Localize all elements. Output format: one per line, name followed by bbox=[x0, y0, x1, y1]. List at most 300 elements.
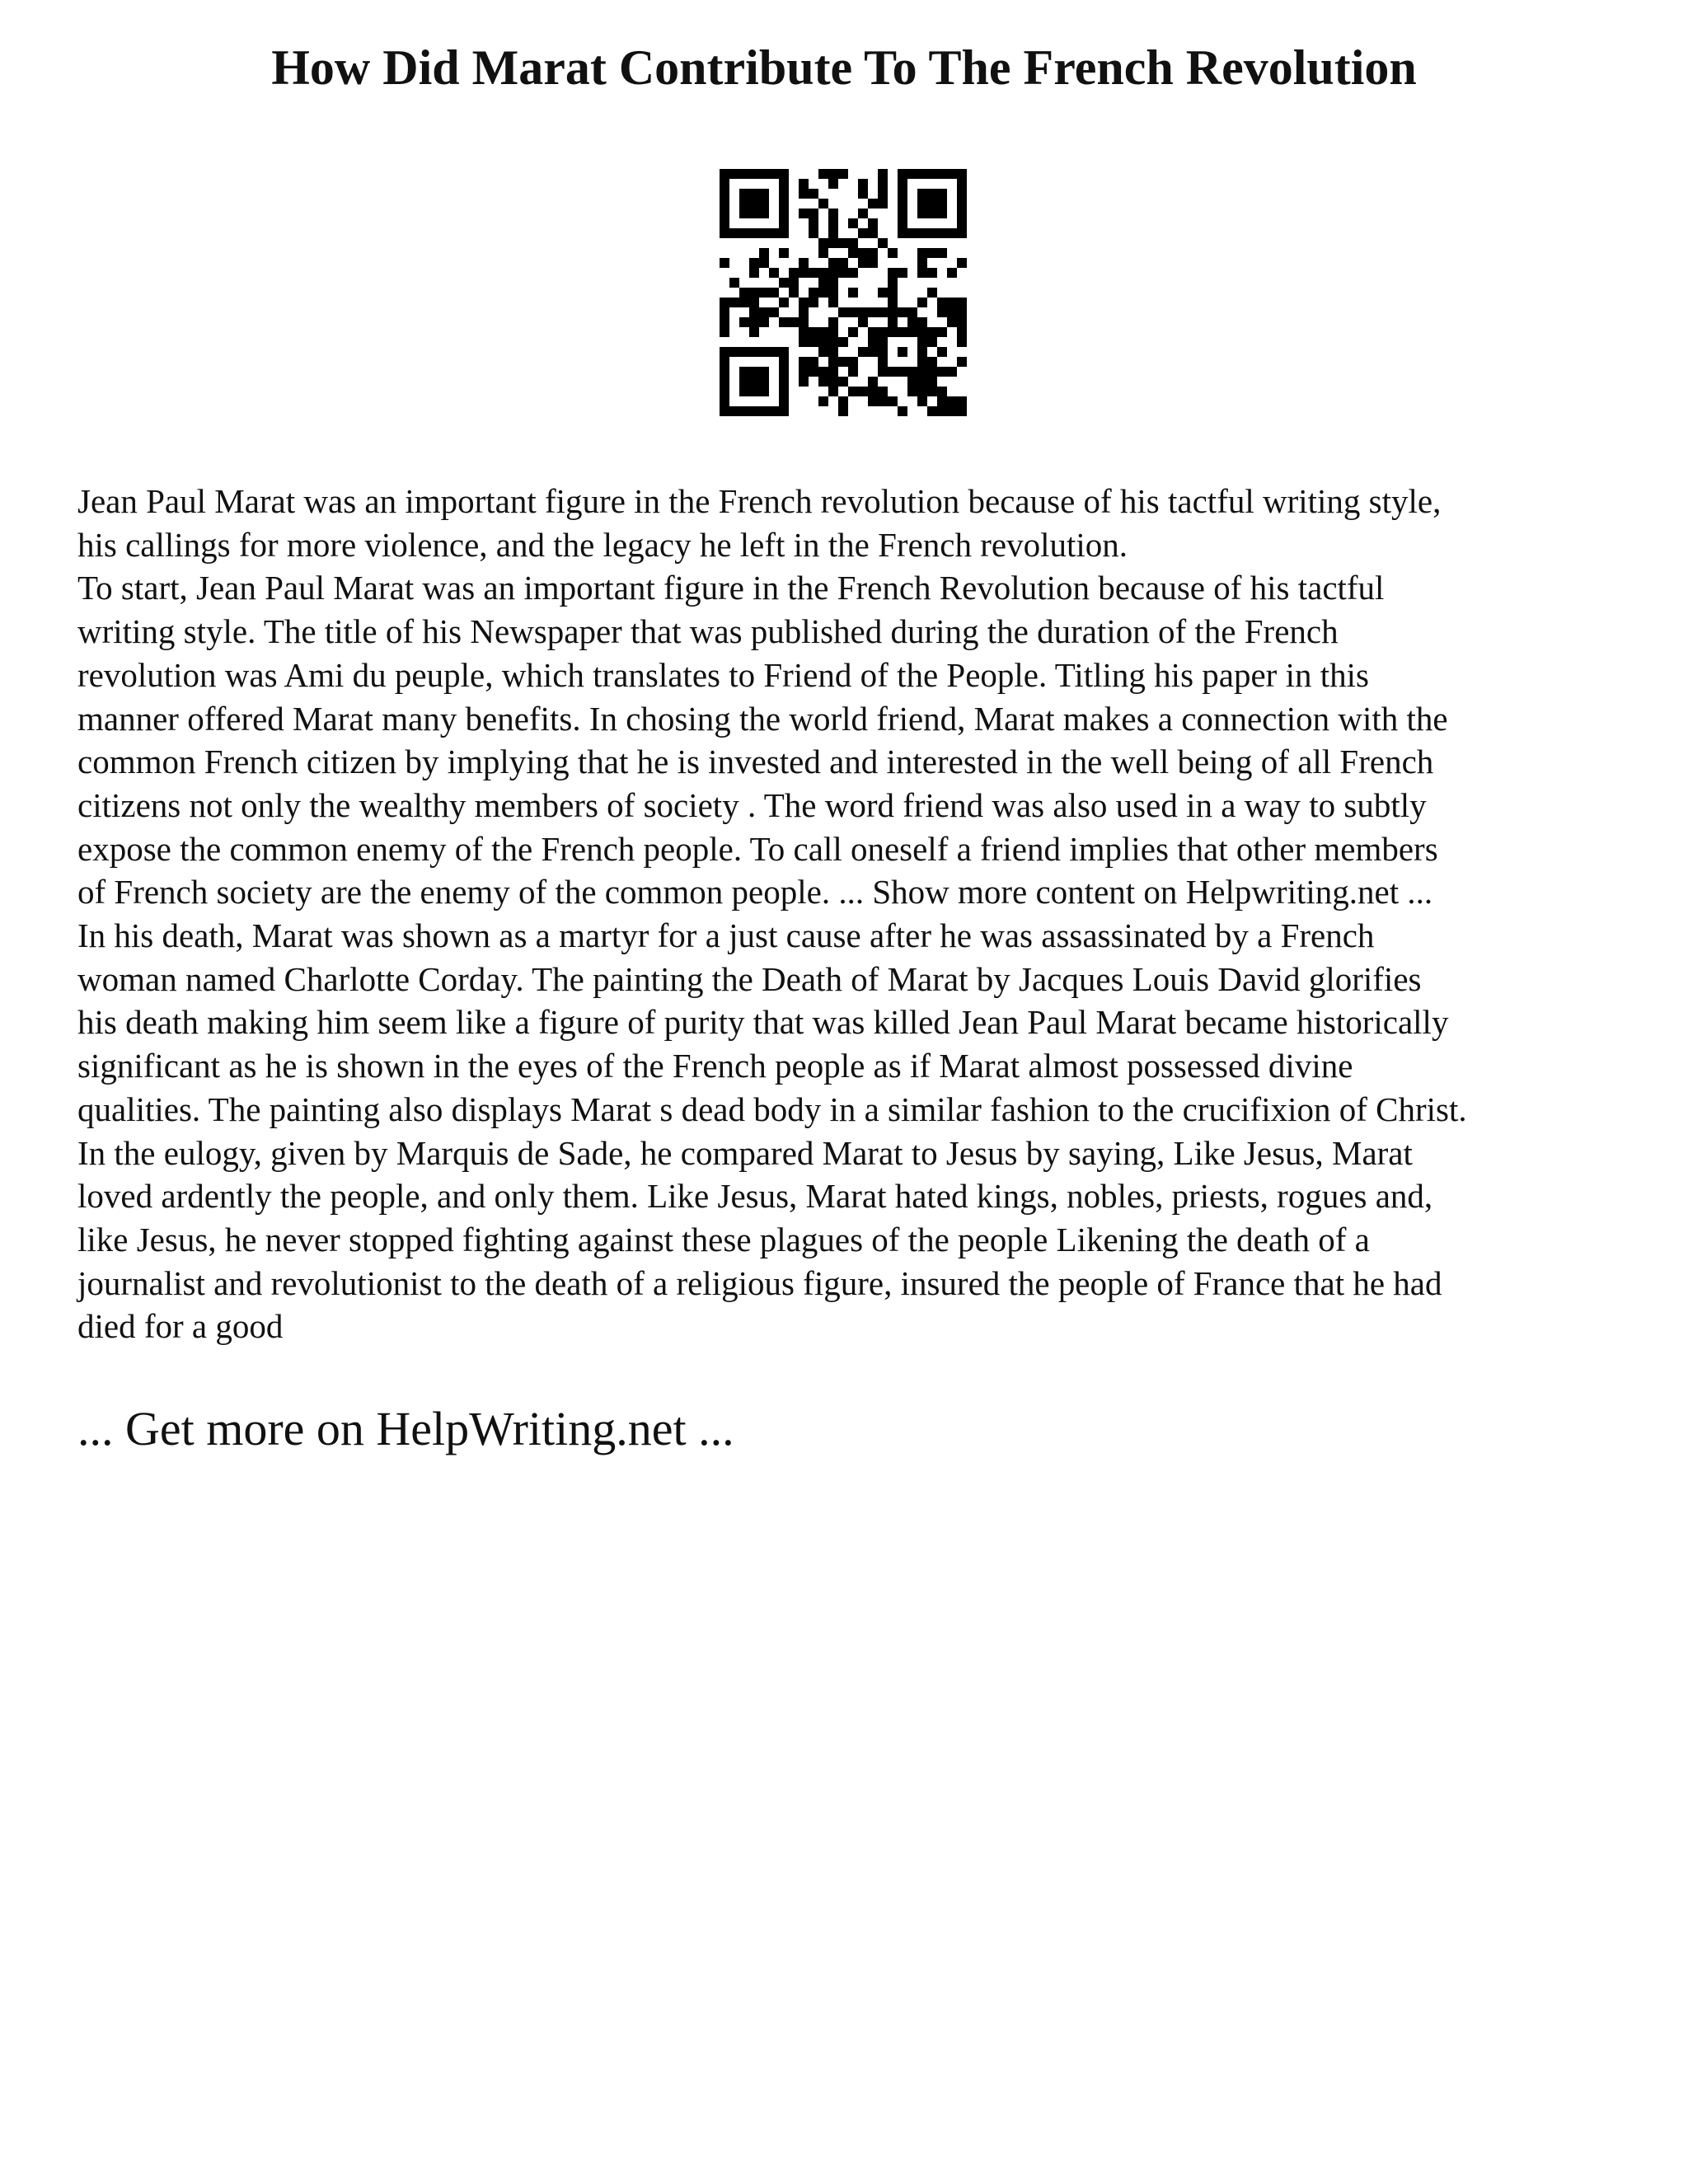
qr-module bbox=[878, 387, 888, 396]
qr-module bbox=[947, 268, 957, 278]
qr-module bbox=[888, 288, 898, 298]
qr-module bbox=[937, 396, 947, 406]
qr-module bbox=[888, 248, 898, 258]
qr-module bbox=[868, 307, 878, 317]
qr-module bbox=[720, 327, 729, 337]
body-line: loved ardently the people, and only them. Like Jesus, Marat hated kings, nobles, priests, rogues and, bbox=[77, 1177, 1433, 1216]
body-line: of French society are the enemy of the common people. ... Show more content on Helpwriting.net ... bbox=[77, 873, 1433, 912]
qr-module bbox=[868, 327, 878, 337]
qr-module bbox=[907, 317, 917, 327]
qr-module bbox=[927, 357, 937, 367]
qr-module bbox=[858, 248, 868, 258]
qr-module bbox=[809, 367, 818, 377]
qr-module bbox=[838, 258, 848, 268]
qr-module bbox=[729, 228, 739, 238]
qr-module bbox=[957, 337, 967, 347]
qr-module bbox=[838, 169, 848, 179]
qr-module bbox=[720, 387, 729, 396]
qr-module bbox=[720, 307, 729, 317]
qr-module bbox=[759, 307, 769, 317]
qr-module bbox=[828, 169, 838, 179]
qr-module bbox=[917, 377, 927, 387]
qr-module bbox=[759, 209, 769, 218]
qr-module bbox=[868, 347, 878, 357]
qr-module bbox=[749, 199, 759, 209]
qr-module bbox=[878, 347, 888, 357]
qr-module bbox=[858, 179, 868, 189]
qr-module bbox=[957, 298, 967, 307]
qr-module bbox=[838, 396, 848, 406]
qr-module bbox=[720, 209, 729, 218]
qr-module bbox=[947, 367, 957, 377]
qr-module bbox=[927, 377, 937, 387]
qr-module bbox=[828, 377, 838, 387]
qr-module bbox=[898, 179, 907, 189]
qr-module bbox=[957, 209, 967, 218]
qr-module bbox=[898, 268, 907, 278]
qr-module bbox=[947, 406, 957, 416]
qr-module bbox=[828, 268, 838, 278]
qr-module bbox=[779, 396, 789, 406]
qr-module bbox=[957, 258, 967, 268]
qr-module bbox=[828, 387, 838, 396]
qr-module bbox=[779, 406, 789, 416]
qr-module bbox=[799, 298, 809, 307]
qr-module bbox=[878, 189, 888, 199]
qr-module bbox=[937, 298, 947, 307]
qr-module bbox=[759, 248, 769, 258]
qr-module bbox=[927, 387, 937, 396]
qr-module bbox=[769, 228, 779, 238]
qr-module bbox=[848, 357, 858, 367]
body-line: revolution was Ami du peuple, which translates to Friend of the People. Titling his paper in this bbox=[77, 655, 1369, 694]
qr-module bbox=[809, 209, 818, 218]
qr-module bbox=[848, 367, 858, 377]
qr-module bbox=[907, 387, 917, 396]
qr-module bbox=[927, 268, 937, 278]
qr-module bbox=[828, 327, 838, 337]
essay-body bbox=[77, 480, 1643, 1348]
qr-module bbox=[739, 288, 749, 298]
qr-module bbox=[779, 387, 789, 396]
qr-module bbox=[838, 377, 848, 387]
qr-module bbox=[868, 337, 878, 347]
qr-module bbox=[818, 278, 828, 288]
qr-module bbox=[947, 317, 957, 327]
qr-module bbox=[878, 169, 888, 179]
qr-module bbox=[868, 218, 878, 228]
qr-module bbox=[818, 327, 828, 337]
qr-module bbox=[848, 288, 858, 298]
body-line: common French citizen by implying that he is invested and interested in the well being of all French bbox=[77, 743, 1434, 781]
qr-module bbox=[809, 268, 818, 278]
qr-module bbox=[927, 169, 937, 179]
qr-module bbox=[838, 307, 848, 317]
body-line: significant as he is shown in the eyes of the French people as if Marat almost possessed divine bbox=[77, 1047, 1353, 1085]
qr-module bbox=[779, 199, 789, 209]
qr-module bbox=[759, 258, 769, 268]
qr-module bbox=[957, 357, 967, 367]
qr-module bbox=[888, 317, 898, 327]
qr-module bbox=[818, 347, 828, 357]
qr-module bbox=[828, 337, 838, 347]
qr-module bbox=[828, 278, 838, 288]
qr-module bbox=[779, 317, 789, 327]
qr-module bbox=[947, 298, 957, 307]
qr-module bbox=[779, 278, 789, 288]
qr-module bbox=[799, 367, 809, 377]
qr-module bbox=[907, 169, 917, 179]
qr-module bbox=[759, 288, 769, 298]
get-more-link[interactable]: ... Get more on HelpWriting.net ... bbox=[77, 1402, 734, 1455]
qr-module bbox=[809, 218, 818, 228]
qr-module bbox=[759, 189, 769, 199]
qr-module bbox=[809, 337, 818, 347]
qr-module bbox=[878, 367, 888, 377]
body-line: journalist and revolutionist to the death of a religious figure, insured the people of France that he had bbox=[77, 1263, 1442, 1302]
qr-module bbox=[759, 387, 769, 396]
qr-module bbox=[739, 209, 749, 218]
qr-module bbox=[720, 377, 729, 387]
qr-module bbox=[957, 317, 967, 327]
qr-module bbox=[828, 238, 838, 248]
qr-module bbox=[838, 406, 848, 416]
qr-module bbox=[907, 228, 917, 238]
qr-module bbox=[898, 347, 907, 357]
qr-module bbox=[828, 367, 838, 377]
qr-module bbox=[937, 228, 947, 238]
qr-module bbox=[927, 199, 937, 209]
qr-module bbox=[957, 189, 967, 199]
qr-module bbox=[858, 387, 868, 396]
qr-module bbox=[878, 396, 888, 406]
qr-module bbox=[720, 357, 729, 367]
qr-module bbox=[779, 228, 789, 238]
qr-module bbox=[759, 377, 769, 387]
qr-module bbox=[749, 268, 759, 278]
qr-module bbox=[888, 268, 898, 278]
qr-module bbox=[799, 377, 809, 387]
qr-module bbox=[809, 357, 818, 367]
qr-module bbox=[917, 327, 927, 337]
qr-module bbox=[858, 258, 868, 268]
qr-module bbox=[838, 238, 848, 248]
qr-module bbox=[779, 179, 789, 189]
qr-module bbox=[898, 228, 907, 238]
qr-code-graphic bbox=[720, 169, 967, 416]
qr-module bbox=[878, 288, 888, 298]
qr-module bbox=[729, 278, 739, 288]
body-line: In his death, Marat was shown as a martyr for a just cause after he was assassinated by a French bbox=[77, 916, 1375, 955]
qr-module bbox=[888, 327, 898, 337]
qr-module bbox=[858, 228, 868, 238]
qr-module bbox=[769, 169, 779, 179]
qr-module bbox=[799, 357, 809, 367]
qr-module bbox=[937, 248, 947, 258]
qr-module bbox=[917, 228, 927, 238]
qr-module bbox=[898, 367, 907, 377]
qr-module bbox=[739, 199, 749, 209]
qr-module bbox=[799, 189, 809, 199]
qr-module bbox=[848, 387, 858, 396]
qr-module bbox=[749, 298, 759, 307]
qr-module bbox=[927, 288, 937, 298]
body-line: his callings for more violence, and the legacy he left in the French revolution. bbox=[77, 525, 1128, 564]
qr-module bbox=[720, 179, 729, 189]
qr-module bbox=[779, 377, 789, 387]
qr-module bbox=[848, 268, 858, 278]
qr-module bbox=[898, 406, 907, 416]
qr-module bbox=[759, 367, 769, 377]
qr-module bbox=[759, 228, 769, 238]
qr-module bbox=[720, 406, 729, 416]
qr-module bbox=[720, 218, 729, 228]
qr-module bbox=[937, 199, 947, 209]
qr-module bbox=[818, 248, 828, 258]
qr-module bbox=[878, 337, 888, 347]
qr-module bbox=[828, 228, 838, 238]
body-line: Jean Paul Marat was an important figure in the French revolution because of his tactful writing style, bbox=[77, 482, 1442, 520]
qr-module bbox=[769, 347, 779, 357]
qr-module bbox=[779, 357, 789, 367]
qr-module bbox=[818, 238, 828, 248]
qr-module bbox=[799, 179, 809, 189]
qr-module bbox=[749, 367, 759, 377]
qr-module bbox=[858, 347, 868, 357]
qr-module bbox=[739, 377, 749, 387]
qr-module bbox=[779, 189, 789, 199]
qr-module bbox=[828, 288, 838, 298]
qr-module bbox=[749, 189, 759, 199]
qr-module bbox=[749, 228, 759, 238]
qr-module bbox=[927, 406, 937, 416]
qr-module bbox=[848, 327, 858, 337]
qr-module bbox=[937, 347, 947, 357]
qr-module bbox=[789, 288, 799, 298]
qr-module bbox=[779, 218, 789, 228]
qr-module bbox=[720, 228, 729, 238]
qr-module bbox=[917, 367, 927, 377]
qr-module bbox=[818, 377, 828, 387]
qr-module bbox=[927, 248, 937, 258]
qr-module bbox=[818, 396, 828, 406]
qr-module bbox=[917, 337, 927, 347]
qr-module bbox=[818, 367, 828, 377]
qr-module bbox=[898, 169, 907, 179]
qr-module bbox=[749, 347, 759, 357]
qr-module bbox=[818, 169, 828, 179]
qr-module bbox=[878, 199, 888, 209]
qr-module bbox=[898, 218, 907, 228]
qr-module bbox=[828, 357, 838, 367]
qr-module bbox=[868, 396, 878, 406]
body-line: qualities. The painting also displays Marat s dead body in a similar fashion to the crucifixion of Christ. bbox=[77, 1090, 1467, 1128]
qr-module bbox=[888, 298, 898, 307]
qr-module bbox=[749, 317, 759, 327]
qr-module bbox=[888, 396, 898, 406]
qr-module bbox=[917, 298, 927, 307]
qr-module bbox=[809, 189, 818, 199]
qr-module bbox=[809, 288, 818, 298]
qr-module bbox=[888, 278, 898, 288]
qr-module bbox=[917, 258, 927, 268]
qr-module bbox=[720, 258, 729, 268]
qr-module bbox=[878, 327, 888, 337]
qr-module bbox=[907, 307, 917, 317]
qr-module bbox=[957, 307, 967, 317]
qr-module bbox=[898, 307, 907, 317]
qr-module bbox=[957, 406, 967, 416]
qr-module bbox=[947, 228, 957, 238]
qr-module bbox=[739, 347, 749, 357]
qr-module bbox=[917, 189, 927, 199]
qr-module bbox=[917, 268, 927, 278]
qr-module bbox=[799, 268, 809, 278]
qr-module bbox=[799, 307, 809, 317]
qr-module bbox=[957, 327, 967, 337]
qr-module bbox=[898, 189, 907, 199]
qr-module bbox=[799, 209, 809, 218]
body-line: citizens not only the wealthy members of society . The word friend was also used in a way to subtly bbox=[77, 785, 1427, 824]
qr-module bbox=[749, 387, 759, 396]
body-line: In the eulogy, given by Marquis de Sade, he compared Marat to Jesus by saying, Like Jesus, Marat bbox=[77, 1133, 1413, 1172]
qr-module bbox=[729, 406, 739, 416]
qr-module bbox=[828, 218, 838, 228]
qr-module bbox=[937, 169, 947, 179]
qr-module bbox=[779, 298, 789, 307]
qr-module bbox=[759, 169, 769, 179]
qr-module bbox=[957, 396, 967, 406]
qr-module bbox=[927, 367, 937, 377]
qr-module bbox=[917, 387, 927, 396]
qr-module bbox=[789, 268, 799, 278]
qr-module bbox=[848, 218, 858, 228]
qr-module bbox=[937, 209, 947, 218]
qr-module bbox=[779, 169, 789, 179]
qr-module bbox=[937, 367, 947, 377]
qr-module bbox=[947, 396, 957, 406]
qr-module bbox=[739, 387, 749, 396]
qr-module bbox=[907, 327, 917, 337]
qr-module bbox=[759, 406, 769, 416]
qr-module bbox=[749, 327, 759, 337]
qr-module bbox=[720, 396, 729, 406]
qr-module bbox=[769, 288, 779, 298]
qr-module bbox=[729, 298, 739, 307]
qr-module bbox=[828, 298, 838, 307]
qr-module bbox=[868, 387, 878, 396]
qr-module bbox=[749, 377, 759, 387]
body-line: writing style. The title of his Newspaper that was published during the duration of the French bbox=[77, 612, 1339, 651]
qr-module bbox=[848, 238, 858, 248]
qr-module bbox=[759, 199, 769, 209]
qr-module bbox=[779, 347, 789, 357]
page-title: How Did Marat Contribute To The French Revolution bbox=[271, 40, 1417, 95]
qr-module bbox=[957, 199, 967, 209]
qr-module bbox=[818, 288, 828, 298]
qr-module bbox=[878, 179, 888, 189]
qr-module bbox=[759, 347, 769, 357]
qr-module bbox=[749, 406, 759, 416]
qr-module bbox=[868, 258, 878, 268]
qr-module bbox=[947, 169, 957, 179]
qr-module bbox=[957, 218, 967, 228]
qr-module bbox=[739, 367, 749, 377]
qr-module bbox=[937, 189, 947, 199]
qr-module bbox=[927, 209, 937, 218]
qr-module bbox=[907, 367, 917, 377]
qr-module bbox=[828, 317, 838, 327]
qr-module bbox=[769, 406, 779, 416]
qr-module bbox=[818, 337, 828, 347]
qr-module bbox=[749, 258, 759, 268]
qr-module bbox=[858, 209, 868, 218]
qr-module bbox=[888, 307, 898, 317]
qr-module bbox=[917, 357, 927, 367]
body-line: woman named Charlotte Corday. The painting the Death of Marat by Jacques Louis David glorifies bbox=[77, 959, 1422, 998]
qr-module bbox=[888, 367, 898, 377]
body-line: his death making him seem like a figure of purity that was killed Jean Paul Marat became historically bbox=[77, 1003, 1449, 1042]
qr-module bbox=[927, 337, 937, 347]
qr-module bbox=[947, 307, 957, 317]
qr-module bbox=[907, 377, 917, 387]
qr-code-image bbox=[720, 169, 967, 416]
qr-module bbox=[739, 189, 749, 199]
qr-module bbox=[838, 357, 848, 367]
qr-module bbox=[937, 387, 947, 396]
qr-module bbox=[917, 209, 927, 218]
qr-module bbox=[739, 406, 749, 416]
qr-module bbox=[858, 189, 868, 199]
qr-module bbox=[789, 278, 799, 288]
qr-module bbox=[779, 367, 789, 377]
qr-module bbox=[917, 248, 927, 258]
qr-module bbox=[799, 317, 809, 327]
qr-module bbox=[937, 406, 947, 416]
qr-module bbox=[828, 209, 838, 218]
qr-module bbox=[739, 317, 749, 327]
qr-module bbox=[898, 199, 907, 209]
body-line: died for a good bbox=[77, 1307, 284, 1346]
qr-module bbox=[858, 307, 868, 317]
qr-module bbox=[799, 337, 809, 347]
qr-module bbox=[957, 228, 967, 238]
qr-module bbox=[838, 337, 848, 347]
qr-module bbox=[927, 228, 937, 238]
qr-module bbox=[769, 307, 779, 317]
body-line: like Jesus, he never stopped fighting against these plagues of the people Likening the death of a bbox=[77, 1220, 1370, 1258]
qr-module bbox=[828, 179, 838, 189]
qr-module bbox=[898, 327, 907, 337]
qr-module bbox=[818, 268, 828, 278]
qr-module bbox=[799, 327, 809, 337]
qr-module bbox=[739, 228, 749, 238]
qr-module bbox=[729, 347, 739, 357]
qr-module bbox=[838, 268, 848, 278]
qr-module bbox=[809, 327, 818, 337]
qr-module bbox=[917, 317, 927, 327]
qr-module bbox=[858, 317, 868, 327]
qr-module bbox=[720, 367, 729, 377]
qr-module bbox=[720, 298, 729, 307]
qr-module bbox=[898, 209, 907, 218]
qr-module bbox=[749, 209, 759, 218]
qr-module bbox=[749, 169, 759, 179]
qr-module bbox=[720, 347, 729, 357]
qr-module bbox=[809, 298, 818, 307]
body-line: To start, Jean Paul Marat was an important figure in the French Revolution because of his tactful bbox=[77, 569, 1385, 607]
qr-module bbox=[799, 258, 809, 268]
